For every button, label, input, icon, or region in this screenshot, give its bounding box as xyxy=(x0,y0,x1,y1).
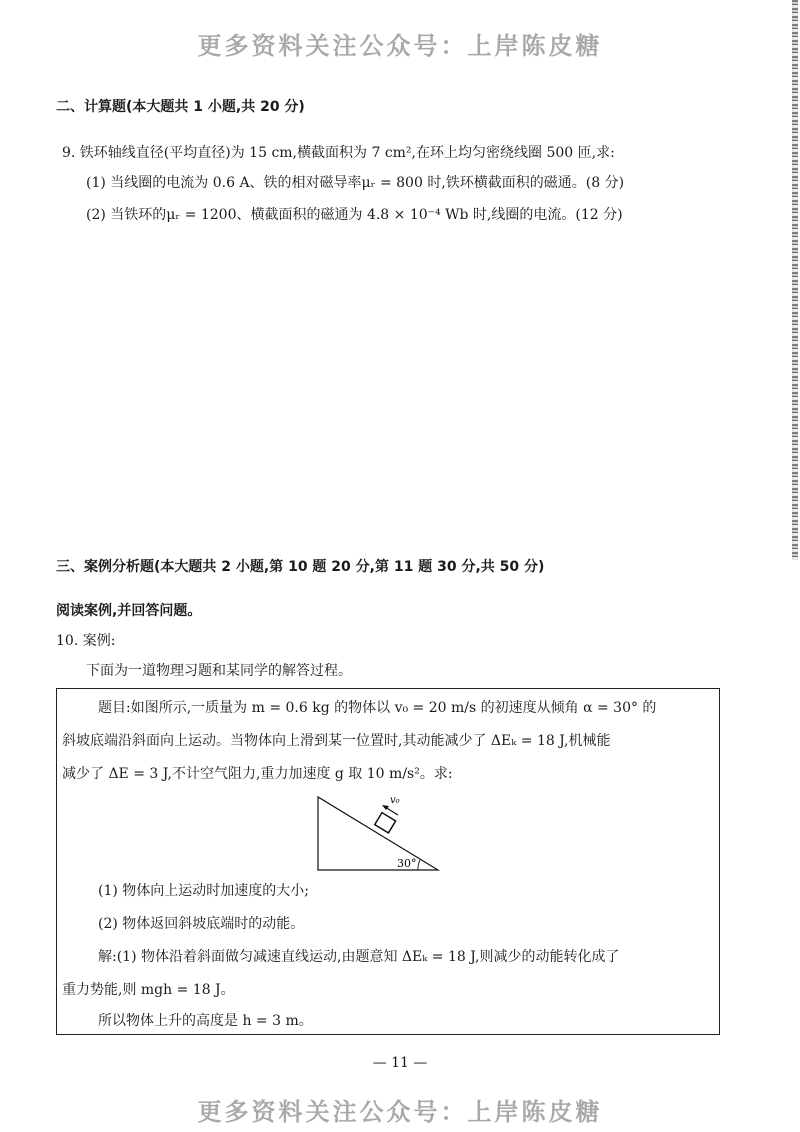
velocity-label: v₀ xyxy=(390,795,400,806)
case-line-2: 斜坡底端沿斜面向上运动。当物体向上滑到某一位置时,其动能减少了 ΔEₖ = 18 J,机械能 xyxy=(62,733,611,749)
case-q1: (1) 物体向上运动时加速度的大小; xyxy=(98,883,309,899)
angle-arc xyxy=(418,860,420,870)
incline-diagram xyxy=(300,794,450,874)
watermark-top: 更多资料关注公众号：上岸陈皮糖 xyxy=(197,32,603,60)
section3-instruction: 阅读案例,并回答问题。 xyxy=(56,603,202,619)
case-solution-2: 重力势能,则 mgh = 18 J。 xyxy=(62,982,235,998)
section2-heading: 二、计算题(本大题共 1 小题,共 20 分) xyxy=(56,99,305,115)
q9-part1: (1) 当线圈的电流为 0.6 A、铁的相对磁导率μᵣ = 800 时,铁环横截面积的磁通。(8 分) xyxy=(86,175,625,191)
block xyxy=(375,813,396,833)
scan-edge-artifact xyxy=(792,0,798,560)
case-line-3: 减少了 ΔE = 3 J,不计空气阻力,重力加速度 g 取 10 m/s²。求: xyxy=(62,766,453,782)
block-on-incline xyxy=(375,813,396,833)
case-solution-1: 解:(1) 物体沿着斜面做匀减速直线运动,由题意知 ΔEₖ = 18 J,则减少的动能转化成了 xyxy=(98,949,620,965)
case-q2: (2) 物体返回斜坡底端时的动能。 xyxy=(98,916,305,932)
q10-intro: 下面为一道物理习题和某同学的解答过程。 xyxy=(86,663,352,679)
angle-label: 30° xyxy=(397,857,417,870)
section3-heading: 三、案例分析题(本大题共 2 小题,第 10 题 20 分,第 11 题 30 分,共 50 分) xyxy=(56,559,545,575)
page-number: — 11 — xyxy=(372,1055,428,1071)
case-solution-3: 所以物体上升的高度是 h = 3 m。 xyxy=(98,1013,313,1029)
q9-part2: (2) 当铁环的μᵣ = 1200、横截面积的磁通为 4.8 × 10⁻⁴ Wb 时,线圈的电流。(12 分) xyxy=(86,207,623,223)
watermark-bottom: 更多资料关注公众号：上岸陈皮糖 xyxy=(197,1098,603,1126)
q10-label: 10. 案例: xyxy=(56,633,116,649)
case-line-1: 题目:如图所示,一质量为 m = 0.6 kg 的物体以 v₀ = 20 m/s 的初速度从倾角 α = 30° 的 xyxy=(98,700,657,716)
q9-stem: 9. 铁环轴线直径(平均直径)为 15 cm,横截面积为 7 cm²,在环上均匀密绕线圈 500 匝,求: xyxy=(62,145,615,161)
incline-triangle xyxy=(318,797,438,870)
